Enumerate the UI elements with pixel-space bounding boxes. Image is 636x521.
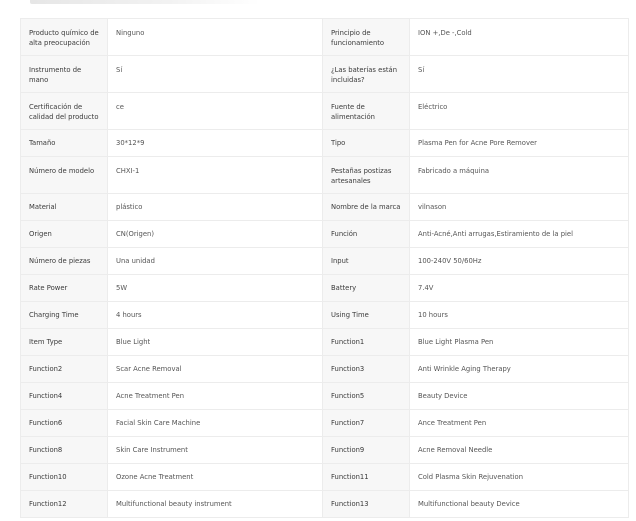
spec-label: Función [323,221,410,248]
spec-row [21,248,629,275]
spec-label: Producto químico de alta preocupación [21,19,108,56]
spec-row [21,491,629,518]
spec-label: Using Time [323,302,410,329]
spec-label: Function9 [323,437,410,464]
spec-value: Acne Removal Needle [410,437,629,464]
spec-label: Material [21,194,108,221]
spec-label: Function10 [21,464,108,491]
spec-label: ¿Las baterías están incluidas? [323,56,410,93]
spec-label: Function1 [323,329,410,356]
spec-label: Número de piezas [21,248,108,275]
spec-row [21,464,629,491]
spec-value: Scar Acne Removal [108,356,323,383]
spec-value: Blue Light Plasma Pen [410,329,629,356]
spec-label: Item Type [21,329,108,356]
spec-row [21,93,629,130]
spec-value: Sí [108,56,323,93]
spec-label: Function13 [323,491,410,518]
spec-label: Function3 [323,356,410,383]
spec-label: Function8 [21,437,108,464]
spec-value: Ninguno [108,19,323,56]
spec-label: Pestañas postizas artesanales [323,157,410,194]
spec-label: Function7 [323,410,410,437]
spec-row [21,194,629,221]
spec-label: Charging Time [21,302,108,329]
spec-row [21,356,629,383]
spec-label: Principio de funcionamiento [323,19,410,56]
spec-label: Instrumento de mano [21,56,108,93]
spec-row [21,437,629,464]
spec-label: Fuente de alimentación [323,93,410,130]
spec-label: Function2 [21,356,108,383]
spec-value: ce [108,93,323,130]
spec-label: Tipo [323,130,410,157]
spec-value: CN(Origen) [108,221,323,248]
spec-value: Una unidad [108,248,323,275]
spec-label: Function6 [21,410,108,437]
spec-row [21,302,629,329]
spec-label: Tamaño [21,130,108,157]
spec-value: 5W [108,275,323,302]
spec-row [21,157,629,194]
spec-label: Function11 [323,464,410,491]
spec-value: Sí [410,56,629,93]
spec-value: plástico [108,194,323,221]
spec-row [21,329,629,356]
spec-value: ION +,De -,Cold [410,19,629,56]
spec-label: Rate Power [21,275,108,302]
cropped-top-strip [0,0,636,18]
spec-value: Facial Skin Care Machine [108,410,323,437]
product-specifications-table [20,18,629,518]
spec-value: Plasma Pen for Acne Pore Remover [410,130,629,157]
spec-value: Multifunctional beauty instrument [108,491,323,518]
spec-value: Skin Care Instrument [108,437,323,464]
spec-value: 100-240V 50/60Hz [410,248,629,275]
spec-row [21,19,629,56]
spec-value: 4 hours [108,302,323,329]
spec-label: Function4 [21,383,108,410]
spec-value: Anti-Acné,Anti arrugas,Estiramiento de la piel [410,221,629,248]
spec-value: Multifunctional beauty Device [410,491,629,518]
spec-value: Fabricado a máquina [410,157,629,194]
spec-value: 30*12*9 [108,130,323,157]
spec-row [21,130,629,157]
spec-row [21,56,629,93]
spec-value: Beauty Device [410,383,629,410]
spec-value: vilnason [410,194,629,221]
spec-value: Eléctrico [410,93,629,130]
spec-row [21,383,629,410]
spec-label: Origen [21,221,108,248]
spec-value: 7.4V [410,275,629,302]
spec-value: Ozone Acne Treatment [108,464,323,491]
spec-label: Input [323,248,410,275]
spec-value: Acne Treatment Pen [108,383,323,410]
spec-row [21,221,629,248]
spec-row [21,275,629,302]
spec-label: Nombre de la marca [323,194,410,221]
spec-row [21,410,629,437]
spec-value: 10 hours [410,302,629,329]
spec-label: Certificación de calidad del producto [21,93,108,130]
spec-label: Battery [323,275,410,302]
spec-value: Ance Treatment Pen [410,410,629,437]
spec-value: CHXI-1 [108,157,323,194]
spec-label: Número de modelo [21,157,108,194]
spec-value: Anti Wrinkle Aging Therapy [410,356,629,383]
spec-label: Function12 [21,491,108,518]
spec-label: Function5 [323,383,410,410]
cropped-text-remnant [30,0,260,4]
spec-value: Cold Plasma Skin Rejuvenation [410,464,629,491]
spec-value: Blue Light [108,329,323,356]
